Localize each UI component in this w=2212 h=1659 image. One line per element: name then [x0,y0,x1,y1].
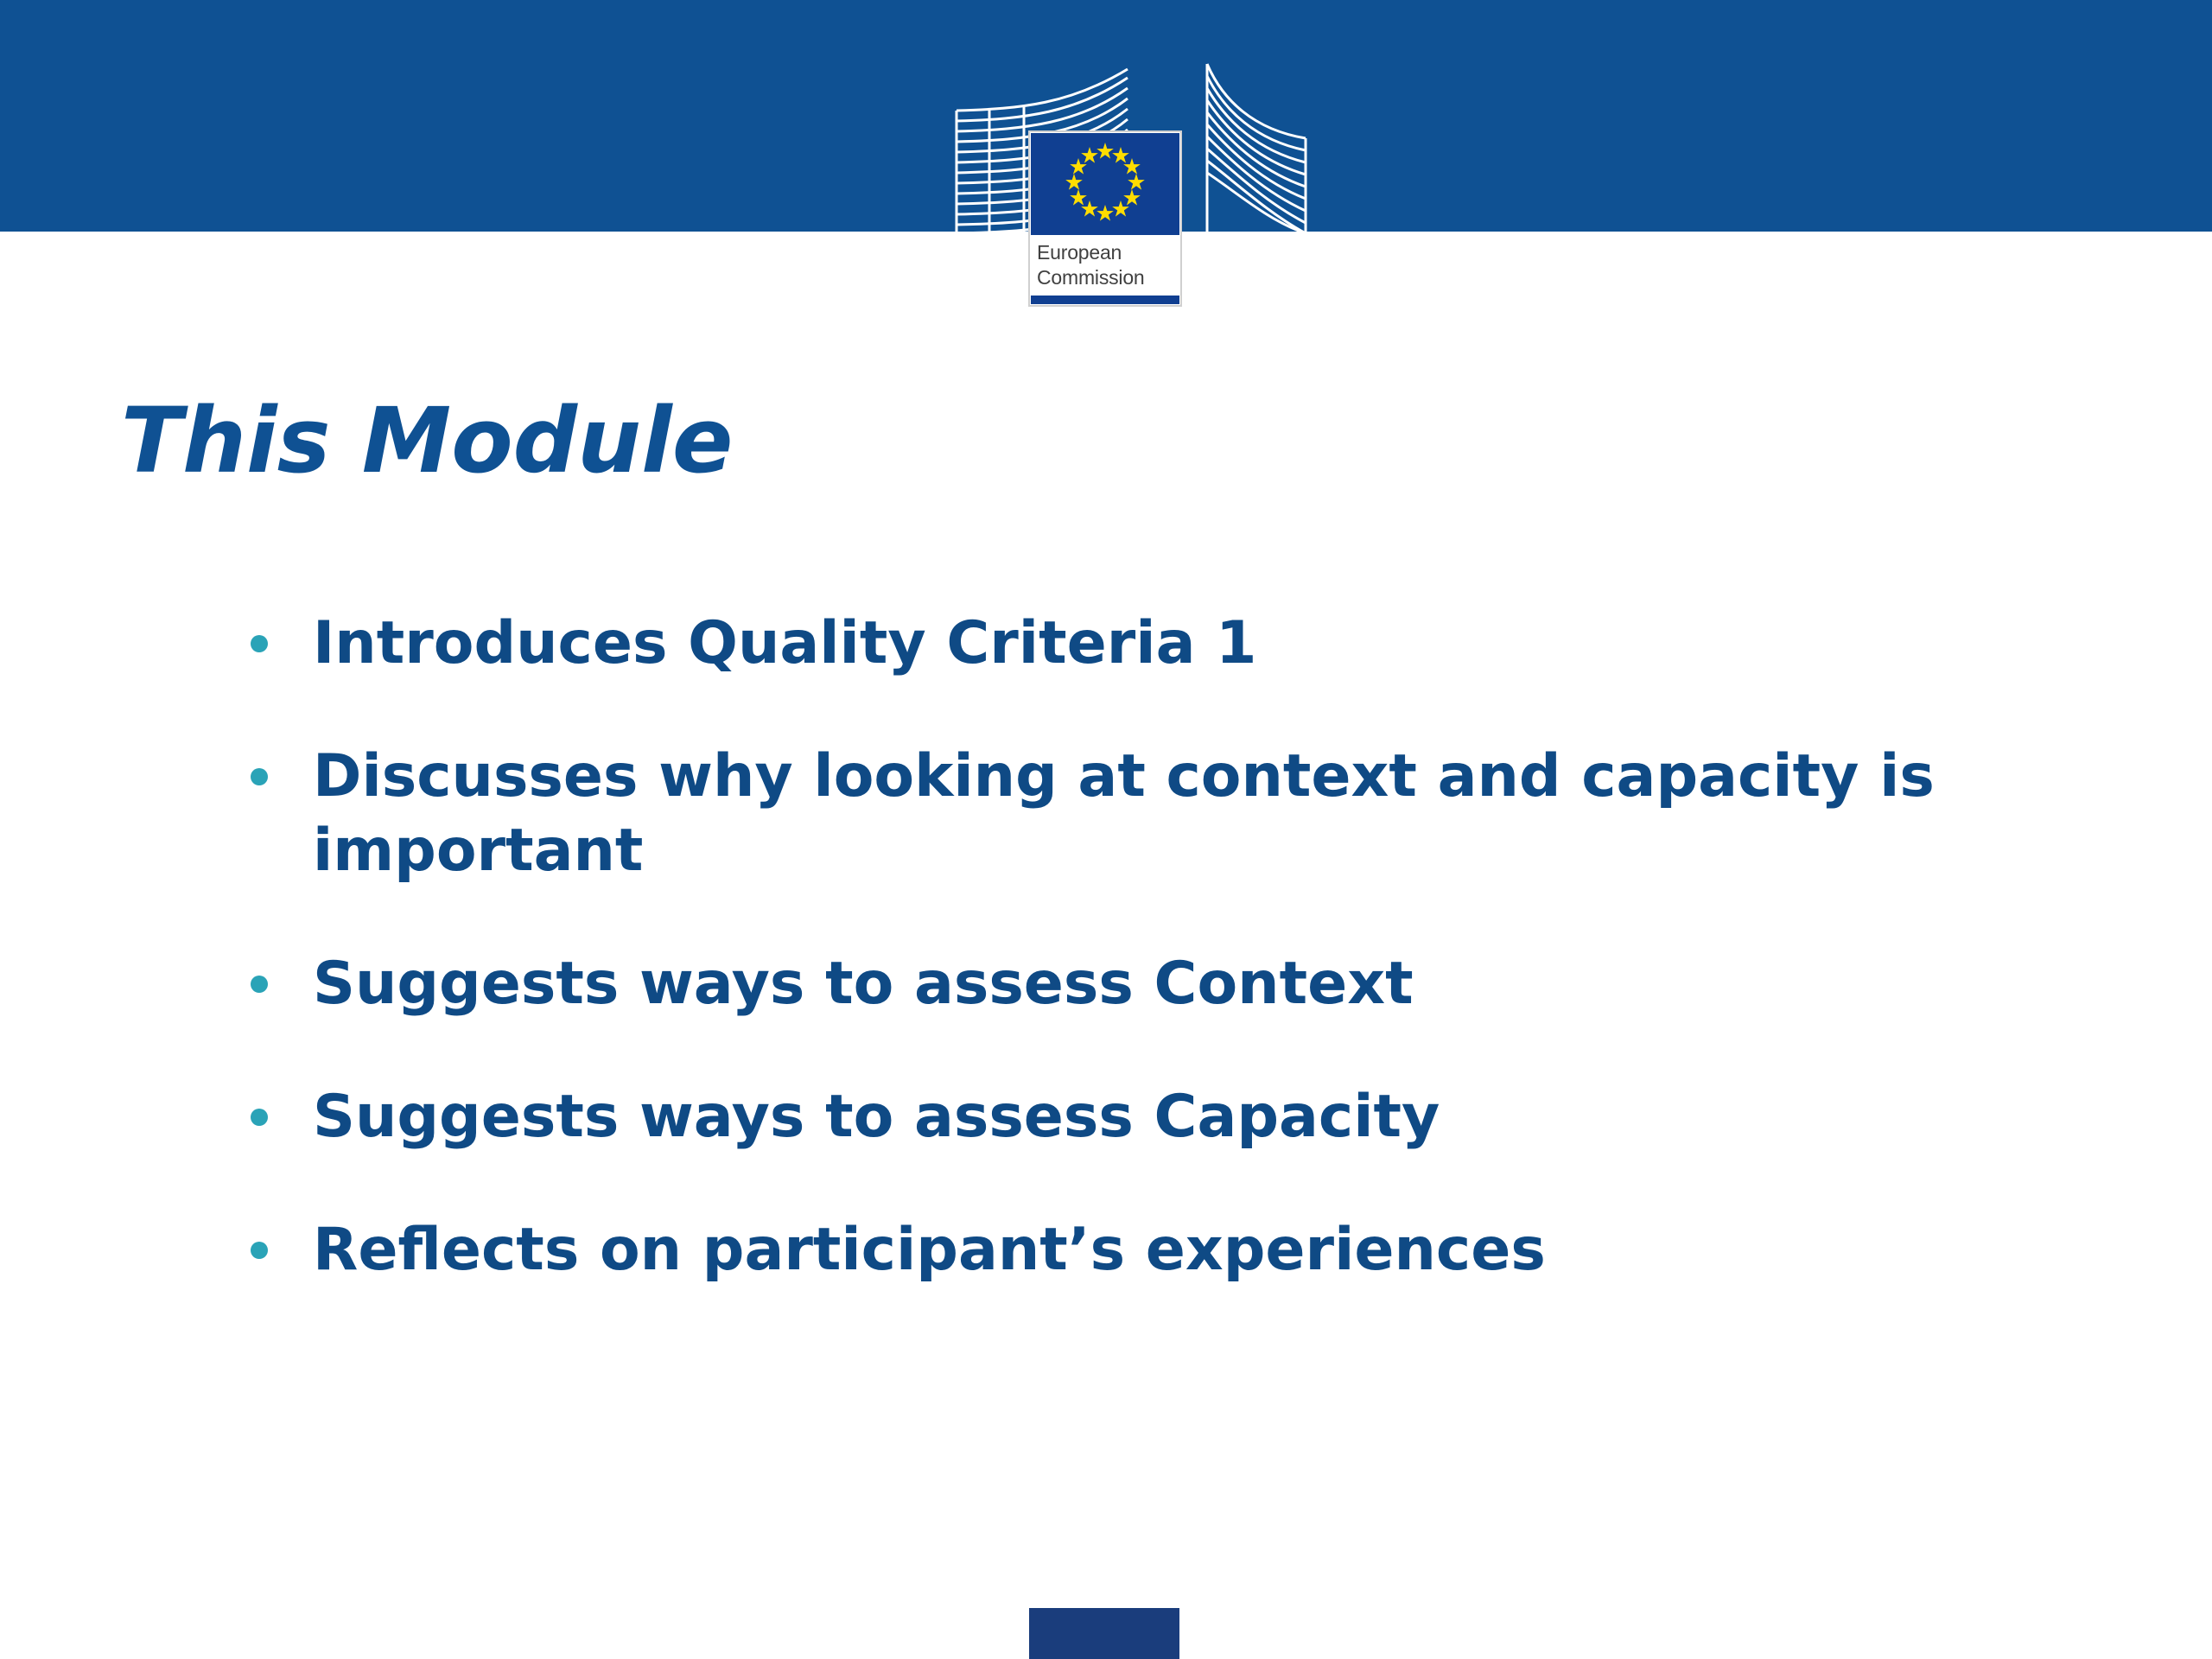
bullet-dot-icon [251,1242,268,1259]
list-item [238,1213,2079,1287]
logo-text-line2: Commission [1037,266,1145,289]
list-item-text: Reflects on participant’s experiences [313,1216,1546,1284]
bullet-list [238,607,2079,1346]
list-item [238,607,2079,681]
bullet-dot-icon [251,635,268,652]
page-title: This Module [121,388,734,493]
list-item [238,947,2079,1021]
bullet-dot-icon [251,768,268,785]
list-item-text: Suggests ways to assess Context [313,950,1414,1018]
bullet-dot-icon [251,976,268,993]
bullet-dot-icon [251,1109,268,1126]
list-item-text: Suggests ways to assess Capacity [313,1083,1440,1151]
list-item [238,1080,2079,1154]
list-item [238,740,2079,888]
list-item-text: Discusses why looking at context and capacity is important [313,742,1935,885]
logo-wordmark [1037,240,1184,290]
logo-text-line1: European [1037,241,1122,264]
list-item-text: Introduces Quality Criteria 1 [313,609,1257,677]
european-commission-logo [955,62,1307,308]
bottom-accent-tab [1029,1608,1179,1659]
